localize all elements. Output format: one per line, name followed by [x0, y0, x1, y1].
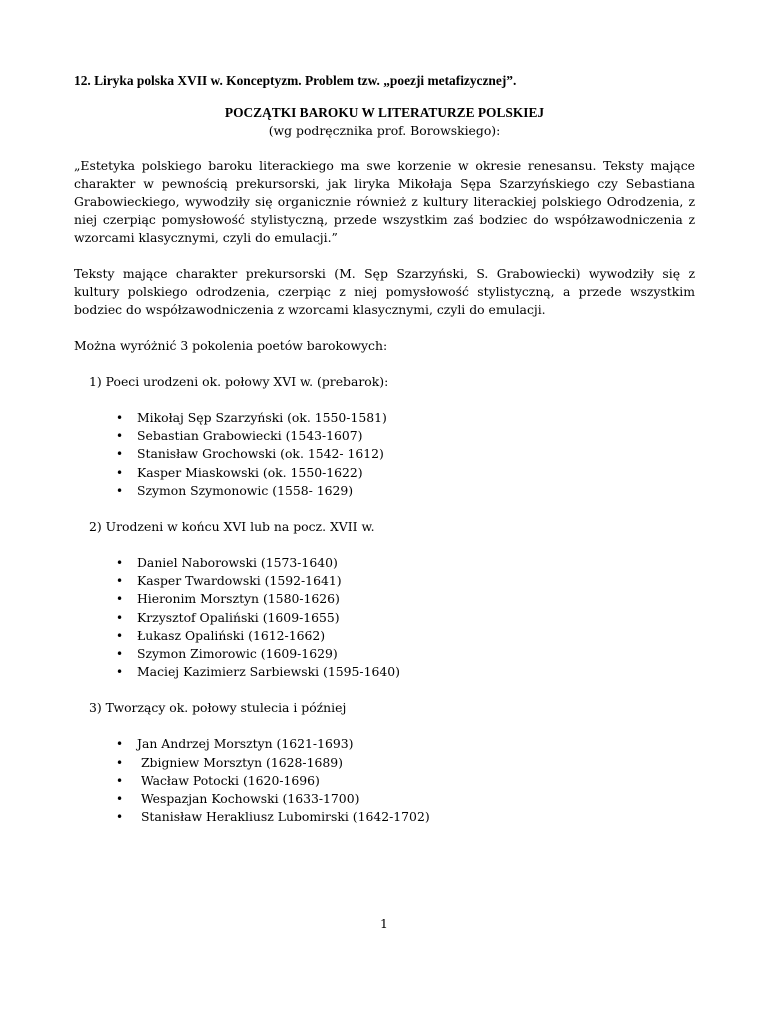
bullet-icon: • [116, 411, 124, 425]
list-item [74, 790, 695, 808]
list-item [74, 554, 695, 572]
generation-2-list [74, 554, 695, 681]
bullet-icon: • [116, 574, 124, 589]
bullet-icon: • [116, 447, 124, 462]
list-item [74, 627, 695, 645]
bullet-icon: • [116, 592, 124, 607]
section-subtitle: (wg podręcznika prof. Borowskiego): [268, 123, 501, 138]
summary-paragraph: Teksty mające charakter prekursorski (M. Sęp Szarzyński, S. Grabowiecki) wywodziły się z kultury polskiego odrodzenia, czerpiąc z niej pomysłowość stylistyczną, a przede wszystkim bodziec do współzawodniczenia z wzorcami klasycznymi, czyli do emulacji. [74, 266, 695, 317]
section-title: POCZĄTKI BAROKU W LITERATURZE POLSKIEJ [224, 105, 545, 120]
bullet-icon: • [116, 556, 124, 571]
list-item [74, 482, 695, 500]
bullet-icon: • [116, 647, 124, 662]
list-item [74, 590, 695, 608]
list-item [74, 645, 695, 663]
bullet-icon: • [116, 628, 124, 643]
generation-1-list [74, 409, 695, 500]
list-item [74, 572, 695, 590]
page-number: 1 [380, 916, 388, 931]
list-item [74, 409, 695, 427]
bullet-icon: • [116, 483, 124, 498]
bullet-icon: • [116, 465, 124, 480]
list-item [74, 663, 695, 681]
bullet-icon: • [116, 792, 124, 807]
list-item [74, 609, 695, 627]
generation-1-title: 1) Poeci urodzeni ok. połowy XVI w. (prebarok): [89, 374, 389, 389]
poet-name: Mikołaj Sęp Szarzyński (ok. 1550-1581) [137, 410, 387, 425]
quote-paragraph: „Estetyka polskiego baroku literackiego ma swe korzenie w okresie renesansu. Teksty mające charakter w pewnością prekursorski, jak liryka Mikołaja Sępa Szarzyńskiego czy Sebastiana Grabowieckiego, wywodziły się organicznie również z kultury literackiej polskiego Odrodzenia, z niej czerpiąc pomysłowość stylistyczną, przede wszystkim zaś bodziec do współzawodniczenia z wzorcami klasycznymi, czyli do emulacji.” [74, 158, 695, 245]
list-item [74, 464, 695, 482]
poet-name: Maciej Kazimierz Sarbiewski (1595-1640) [137, 664, 400, 680]
document-heading: 12. Liryka polska XVII w. Konceptyzm. Problem tzw. „poezji metafizycznej”. [74, 73, 517, 88]
bullet-icon: • [116, 429, 124, 444]
generation-3-title: 3) Tworzący ok. połowy stulecia i później [89, 700, 347, 716]
generation-2-title: 2) Urodzeni w końcu XVI lub na pocz. XVII w. [89, 519, 375, 535]
bullet-icon: • [116, 610, 124, 625]
bullet-icon: • [116, 755, 124, 770]
list-item [74, 772, 695, 790]
poet-name: Sebastian Grabowiecki (1543-1607) [137, 428, 363, 444]
poet-name: Szymon Zimorowic (1609-1629) [137, 646, 338, 662]
bullet-icon: • [116, 665, 124, 680]
list-item [74, 754, 695, 772]
poet-name: Jan Andrzej Morsztyn (1621-1693) [137, 736, 354, 752]
poet-name: Wespazjan Kochowski (1633-1700) [137, 791, 360, 807]
poet-name: Kasper Twardowski (1592-1641) [137, 573, 342, 589]
poet-name: Łukasz Opaliński (1612-1662) [137, 627, 326, 643]
poet-name: Hieronim Morsztyn (1580-1626) [137, 591, 340, 607]
generations-intro: Można wyróżnić 3 pokolenia poetów barokowych: [74, 338, 388, 353]
document-page [74, 72, 695, 826]
poet-name: Daniel Naborowski (1573-1640) [137, 555, 338, 571]
poet-name: Kasper Miaskowski (ok. 1550-1622) [137, 464, 363, 480]
list-item [74, 445, 695, 463]
list-item [74, 735, 695, 753]
list-item [74, 808, 695, 826]
bullet-icon: • [116, 810, 124, 825]
bullet-icon: • [116, 773, 124, 788]
generation-3-list [74, 735, 695, 826]
bullet-icon: • [116, 737, 124, 752]
poet-name: Zbigniew Morsztyn (1628-1689) [137, 754, 343, 770]
poet-name: Krzysztof Opaliński (1609-1655) [137, 609, 340, 625]
list-item [74, 427, 695, 445]
poet-name: Stanisław Herakliusz Lubomirski (1642-1702) [137, 809, 430, 825]
poet-name: Stanisław Grochowski (ok. 1542- 1612) [137, 446, 384, 462]
poet-name: Szymon Szymonowic (1558- 1629) [137, 482, 354, 498]
poet-name: Wacław Potocki (1620-1696) [137, 772, 320, 788]
